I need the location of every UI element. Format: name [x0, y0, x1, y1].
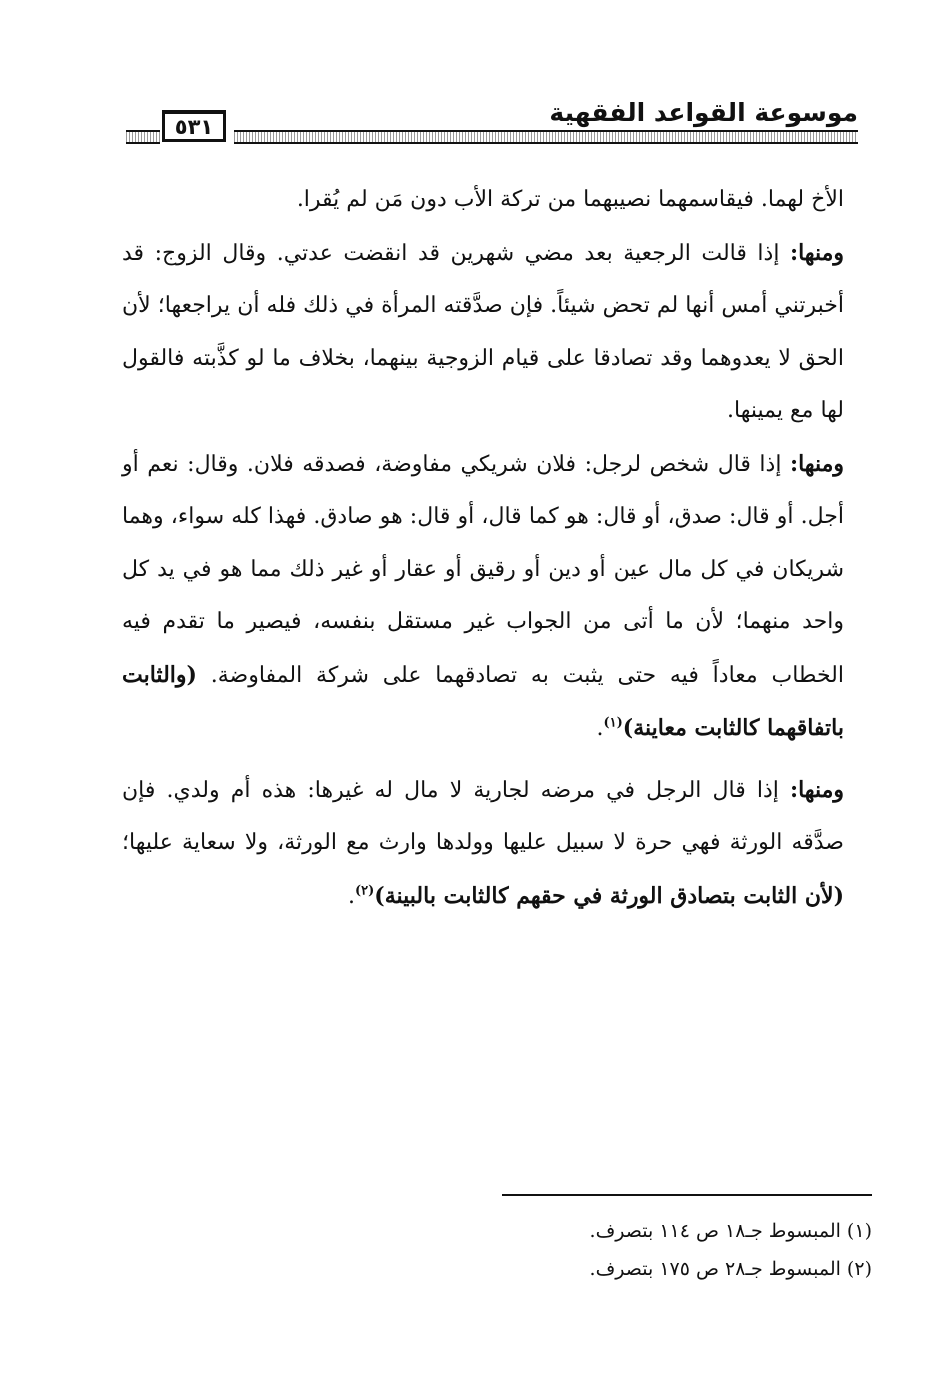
- paragraph-1: [122, 174, 844, 227]
- footnote-separator: [502, 1194, 872, 1196]
- paragraph-4-end: .: [348, 883, 355, 909]
- paragraph-3-lead: ومنها:: [789, 450, 844, 477]
- paragraph-2-lead: ومنها:: [789, 239, 844, 266]
- paragraph-2: [122, 227, 844, 438]
- paragraph-3: [122, 438, 844, 756]
- paragraph-3-text: إذا قال شخص لرجل: فلان شريكي مفاوضة، فصدقه فلان. وقال: نعم أو أجل. أو قال: صدق، أو قال: هو كما قال، أو قال: هو صادق. فهذا كله سواء، وهما شريكان في كل مال عين أو دين أو رقيق أو عقار أو غير ذلك مما هو في يد كل واحد منهما؛ لأن ما أتى من الجواب غير مستقل بنفسه، فيصير ما تقدم فيه الخطاب معاداً فيه حتى يثبت به تصادقهما على شركة المفاوضة.: [122, 451, 844, 688]
- paragraph-4-lead: ومنها:: [789, 776, 844, 803]
- paragraph-1-text: الأخ لهما. فيقاسمهما نصيبهما من تركة الأب دون مَن لم يُقرا.: [296, 187, 844, 212]
- footnote-ref-1[interactable]: (١): [603, 715, 623, 731]
- running-title: موسوعة القواعد الفقهية: [549, 98, 858, 127]
- footnote-ref-2[interactable]: (٢): [355, 883, 375, 899]
- page-number: ٥٣١: [162, 110, 226, 142]
- footnotes: [480, 1212, 872, 1288]
- paragraph-2-text: إذا قالت الرجعية بعد مضي شهرين قد انقضت عدتي. وقال الزوج: قد أخبرتني أمس أنها لم تحض شيئاً. فإن صدَّقته المرأة في ذلك فله أن يراجعها؛ لأن الحق لا يعدوهما وقد تصادقا على قيام الزوجية بينهما، بخلاف ما لو كذَّبته فالقول لها مع يمينها.: [122, 240, 844, 423]
- paragraph-3-end: .: [596, 716, 604, 741]
- footnote-1: (١) المبسوط جـ١٨ ص ١١٤ بتصرف.: [589, 1220, 872, 1242]
- header-rule-left: [126, 130, 160, 144]
- main-text: [122, 174, 844, 923]
- paragraph-4-quote: (لأن الثابت بتصادق الورثة في حقهم كالثابت بالبينة): [374, 882, 844, 909]
- header-rule-right: [234, 130, 858, 144]
- paragraph-3-quote: (والثابت باتفاقهما كالثابت معاينة): [122, 661, 844, 741]
- footnote-2: (٢) المبسوط جـ٢٨ ص ١٧٥ بتصرف.: [589, 1258, 872, 1280]
- page-header: [126, 96, 858, 152]
- paragraph-4: [122, 764, 844, 924]
- paragraph-4-text: إذا قال الرجل في مرضه لجارية لا مال له غيرها: هذه أم ولدي. فإن صدَّقه الورثة فهي حرة لا سبيل عليها وولدها وارث مع الورثة، ولا سعاية عليها؛: [122, 777, 844, 855]
